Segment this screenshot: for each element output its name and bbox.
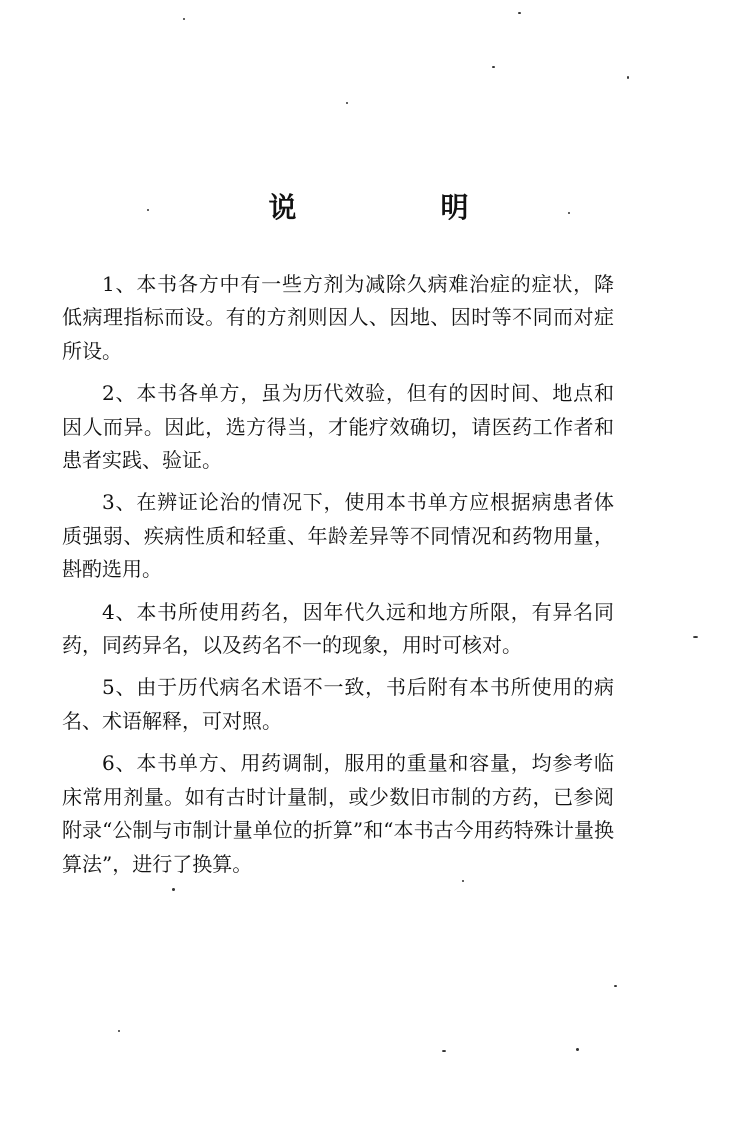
paragraph-5: 5、由于历代病名术语不一致，书后附有本书所使用的病名、术语解释，可对照。: [62, 675, 614, 733]
scan-speck: [147, 209, 149, 211]
scan-speck: [518, 12, 521, 14]
paragraph-3: 3、在辨证论治的情况下，使用本书单方应根据病患者体质强弱、疾病性质和轻重、年龄差异等不同情况和药物用量，斟酌选用。: [62, 490, 614, 582]
scan-speck: [614, 985, 617, 987]
scan-speck: [576, 1048, 579, 1051]
paragraph-6: 6、本书单方、用药调制，服用的重量和容量，均参考临床常用剂量。如有古时计量制，或少数旧市制的方药，已参阅附录“公制与市制计量单位的折算”和“本书古今用药特殊计量换算法”，进行了换算。: [62, 751, 614, 876]
paragraph-2: 2、本书各单方，虽为历代效验，但有的因时间、地点和因人而异。因此，选方得当，才能疗效确切，请医药工作者和患者实践、验证。: [62, 381, 614, 473]
scan-speck: [183, 18, 185, 20]
scan-speck: [627, 76, 629, 79]
instructions-body: [62, 268, 614, 890]
scan-speck: [693, 636, 698, 638]
paragraph-1: 1、本书各方中有一些方剂为减除久病难治症的症状，降低病理指标而设。有的方剂则因人、因地、因时等不同而对症所设。: [62, 272, 614, 363]
scan-speck: [118, 1030, 120, 1032]
scan-speck: [172, 888, 175, 891]
scan-speck: [346, 102, 348, 104]
scan-speck: [462, 880, 464, 882]
page-title: 说 明: [268, 191, 527, 224]
scan-speck: [442, 1050, 446, 1052]
scan-speck: [568, 212, 570, 214]
paragraph-4: 4、本书所使用药名，因年代久远和地方所限，有异名同药，同药异名，以及药名不一的现象，用时可核对。: [62, 599, 614, 658]
scan-speck: [492, 66, 495, 68]
